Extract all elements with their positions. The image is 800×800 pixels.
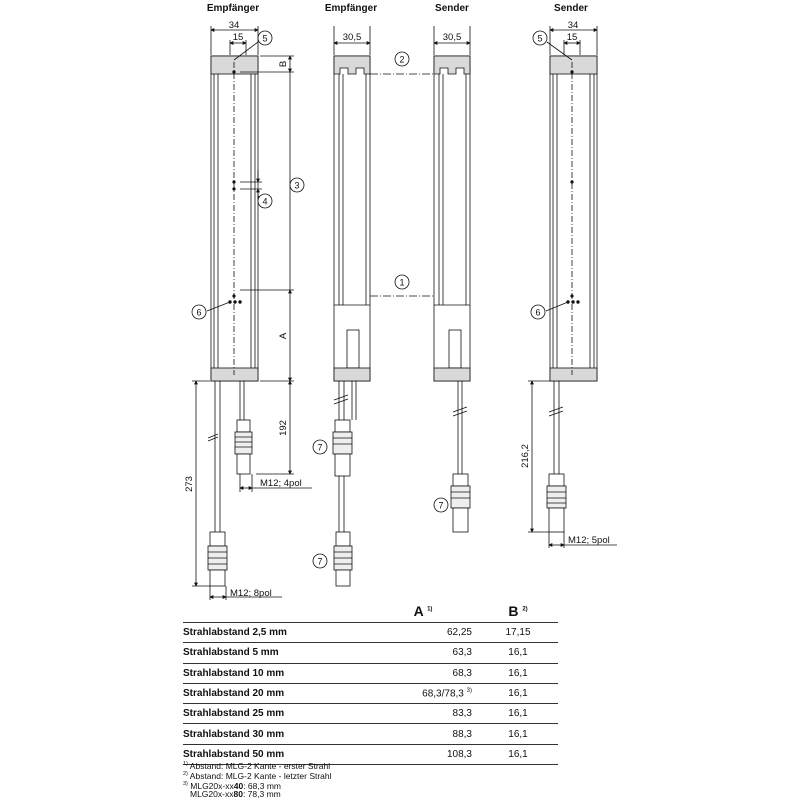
dim-width-15-right: 15 bbox=[566, 32, 578, 43]
value-b: 16,1 bbox=[478, 744, 558, 764]
dim-label-b: B bbox=[278, 60, 289, 68]
dim-width-15-left: 15 bbox=[232, 32, 244, 43]
callout-3-label: 3 bbox=[294, 180, 300, 191]
receiver-front-view bbox=[192, 26, 312, 600]
sender-front-view bbox=[528, 26, 617, 548]
value-b: 16,1 bbox=[478, 663, 558, 683]
callout-2-label: 2 bbox=[399, 54, 405, 65]
callout-7-a-label: 7 bbox=[317, 442, 323, 453]
callout-6-left-label: 6 bbox=[196, 307, 202, 318]
view-title-sender-mid: Sender bbox=[435, 3, 469, 14]
value-a: 63,3 bbox=[348, 643, 478, 663]
row-label: Strahlabstand 20 mm bbox=[183, 683, 348, 703]
callout-4-label: 4 bbox=[262, 196, 268, 207]
dim-width-30-5-sender: 30,5 bbox=[442, 32, 462, 43]
dim-width-30-5-receiver: 30,5 bbox=[342, 32, 362, 43]
footnote-2: $^{2)}$ Abstand: MLG-2 Kante - letzter Strahl bbox=[183, 770, 332, 781]
value-b: 17,15 bbox=[478, 623, 558, 643]
dim-192: 192 bbox=[278, 420, 289, 436]
row-label: Strahlabstand 50 mm bbox=[183, 744, 348, 764]
value-a: 88,3 bbox=[348, 724, 478, 744]
dim-width-34-left: 34 bbox=[228, 20, 240, 31]
column-header-a: A $^{1)}$ bbox=[348, 600, 478, 623]
dim-216-2: 216,2 bbox=[520, 444, 531, 468]
callout-7-b-label: 7 bbox=[317, 556, 323, 567]
callout-1-label: 1 bbox=[399, 277, 405, 288]
view-title-sender-right: Sender bbox=[554, 3, 588, 14]
footnote-1: $^{1)}$ Abstand: MLG-2 Kante - erster Strahl bbox=[183, 760, 331, 771]
connector-m12-4pol: M12; 4pol bbox=[260, 478, 302, 489]
table-header-row bbox=[183, 600, 558, 623]
callout-7-c-label: 7 bbox=[438, 500, 444, 511]
dim-273: 273 bbox=[184, 476, 195, 492]
callout-6-right-label: 6 bbox=[535, 307, 541, 318]
value-a: 83,3 bbox=[348, 704, 478, 724]
footnote-3a: $^{3)}$ MLG20x-xx40: 68,3 mm bbox=[183, 780, 281, 791]
view-title-receiver-mid: Empfänger bbox=[324, 3, 378, 14]
receiver-side-view bbox=[333, 26, 370, 586]
callout-5-left-label: 5 bbox=[262, 33, 268, 44]
value-b: 16,1 bbox=[478, 643, 558, 663]
table-row bbox=[183, 724, 558, 744]
table-row bbox=[183, 704, 558, 724]
footnote-3b: MLG20x-xx80: 78,3 mm bbox=[190, 789, 281, 799]
value-a: 108,3 bbox=[348, 744, 478, 764]
connector-m12-8pol: M12; 8pol bbox=[230, 588, 272, 599]
value-a: 68,3/78,3 $^{3)}$ bbox=[348, 683, 478, 703]
dim-width-34-right: 34 bbox=[567, 20, 579, 31]
view-title-receiver-left: Empfänger bbox=[206, 3, 260, 14]
table-row bbox=[183, 663, 558, 683]
row-label: Strahlabstand 30 mm bbox=[183, 724, 348, 744]
value-a: 62,25 bbox=[348, 623, 478, 643]
dim-label-a: A bbox=[278, 332, 289, 340]
connector-m12-5pol: M12; 5pol bbox=[568, 535, 610, 546]
value-a: 68,3 bbox=[348, 663, 478, 683]
table-row bbox=[183, 643, 558, 663]
value-b: 16,1 bbox=[478, 724, 558, 744]
column-header-b: B $^{2)}$ bbox=[478, 600, 558, 623]
sender-side-view bbox=[434, 26, 470, 532]
table-row bbox=[183, 683, 558, 703]
table-row bbox=[183, 623, 558, 643]
row-label: Strahlabstand 25 mm bbox=[183, 704, 348, 724]
row-label: Strahlabstand 10 mm bbox=[183, 663, 348, 683]
value-b: 16,1 bbox=[478, 704, 558, 724]
value-b: 16,1 bbox=[478, 683, 558, 703]
row-label: Strahlabstand 2,5 mm bbox=[183, 623, 348, 643]
dimension-table bbox=[183, 600, 558, 765]
callout-5-right-label: 5 bbox=[537, 33, 543, 44]
row-label: Strahlabstand 5 mm bbox=[183, 643, 348, 663]
